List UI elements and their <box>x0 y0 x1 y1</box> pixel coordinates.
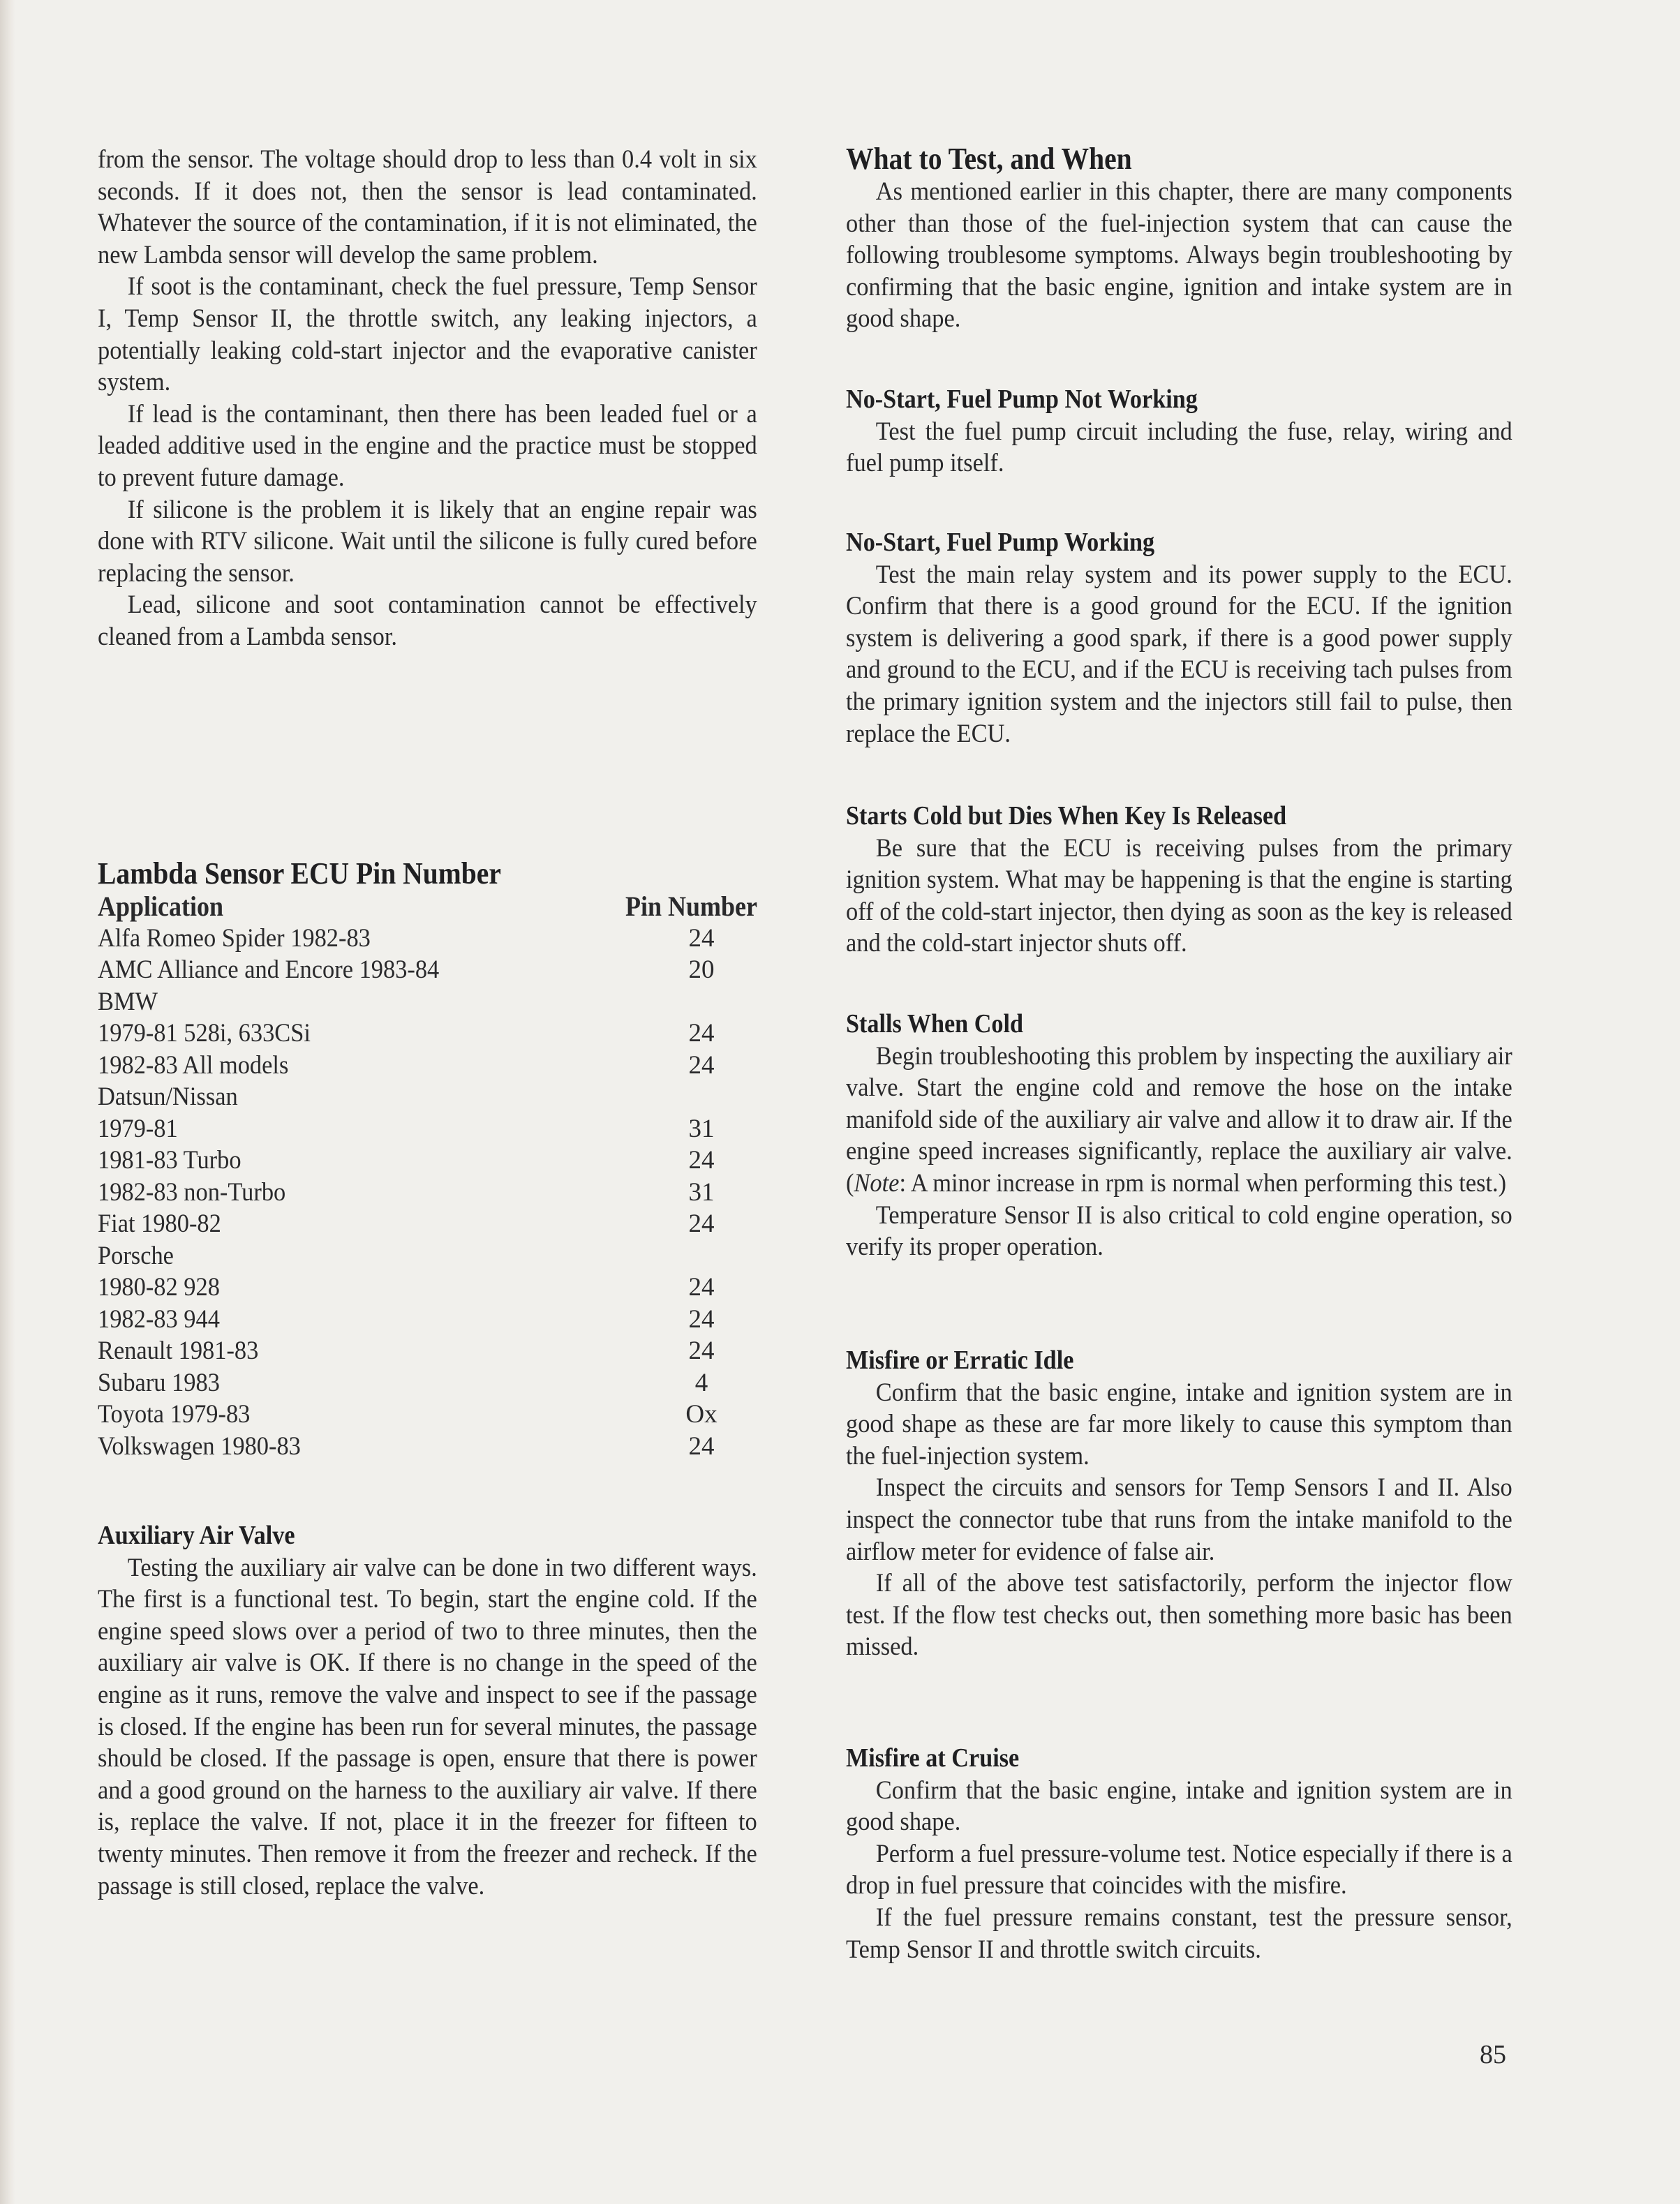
paragraph: Test the fuel pump circuit including the fuse, relay, wiring and fuel pump itself. <box>846 417 1512 478</box>
application-cell: Volkswagen 1980-83 <box>98 1431 301 1461</box>
table-header-row <box>98 891 757 923</box>
application-cell: Alfa Romeo Spider 1982-83 <box>98 923 371 953</box>
pin-number-cell: 20 <box>688 955 715 984</box>
section-heading: Starts Cold but Dies When Key Is Released <box>846 801 1287 831</box>
lambda-contamination-text <box>98 144 757 653</box>
paragraph: Lead, silicone and soot contamination cannot be effectively cleaned from a Lambda sensor. <box>98 590 757 651</box>
section-heading: What to Test, and When <box>846 142 1132 176</box>
note-label: Note <box>854 1168 900 1198</box>
paragraph-text: Begin troubleshooting this problem by inspecting the auxiliary air valve. Start the engine cold and remove the hose on the intake manifold side of the auxiliary air valve and allow it to draw air. If the engine speed increases significantly, replace the auxiliary air valve. ( <box>846 1041 1512 1198</box>
section-heading: Misfire at Cruise <box>846 1743 1020 1773</box>
section-heading: Misfire or Erratic Idle <box>846 1346 1074 1375</box>
paragraph-text: : A minor increase in rpm is normal when performing this test.) <box>899 1168 1507 1198</box>
pin-number-cell: 24 <box>688 923 715 953</box>
pin-number-cell: 24 <box>688 1146 715 1175</box>
table-row <box>98 1367 757 1399</box>
pin-number-table <box>98 857 757 1462</box>
application-cell: Toyota 1979-83 <box>98 1400 251 1429</box>
application-cell: Renault 1981-83 <box>98 1336 259 1365</box>
pin-number-cell: 4 <box>694 1368 708 1397</box>
aux-air-valve-section <box>98 1520 757 1902</box>
table-row <box>98 923 757 955</box>
application-cell: Porsche <box>98 1241 174 1270</box>
column-header-application: Application <box>98 891 224 922</box>
application-cell: 1981-83 Turbo <box>98 1146 241 1175</box>
pin-number-cell: 24 <box>688 1273 715 1302</box>
paragraph: Perform a fuel pressure-volume test. Notice especially if there is a drop in fuel pressure that coincides with the misfire. <box>846 1839 1512 1900</box>
paragraph: Confirm that the basic engine, intake and ignition system are in good shape. <box>846 1775 1512 1837</box>
section-heading: Stalls When Cold <box>846 1009 1024 1038</box>
pin-number-cell: 24 <box>688 1050 715 1080</box>
paragraph: from the sensor. The voltage should drop to less than 0.4 volt in six seconds. If it does not, then the sensor is lead contaminated. Whatever the source of the contamination, if it is not eliminated, the new Lambda sensor will develop the same problem. <box>98 145 757 269</box>
table-row <box>98 986 757 1018</box>
paragraph: Inspect the circuits and sensors for Temp Sensors I and II. Also inspect the connector tube that runs from the intake manifold to the airflow meter for evidence of false air. <box>846 1473 1512 1566</box>
table-row <box>98 1399 757 1431</box>
application-cell: BMW <box>98 987 158 1016</box>
table-row <box>98 1050 757 1082</box>
table-title: Lambda Sensor ECU Pin Number <box>98 856 501 891</box>
pin-number-cell: 31 <box>688 1114 715 1143</box>
table-body <box>98 923 757 1463</box>
paragraph: Temperature Sensor II is also critical to cold engine operation, so verify its proper operation. <box>846 1200 1512 1262</box>
paragraph: If lead is the contaminant, then there has been leaded fuel or a leaded additive used in the engine and the practice must be stopped to prevent future damage. <box>98 399 757 492</box>
table-row <box>98 1177 757 1209</box>
application-cell: 1982-83 944 <box>98 1304 220 1334</box>
table-row <box>98 1208 757 1240</box>
application-cell: 1979-81 <box>98 1114 178 1143</box>
misfire-cruise-section <box>846 1743 1512 1965</box>
misfire-idle-section <box>846 1345 1512 1663</box>
page-spine-shadow <box>0 0 15 2204</box>
table-row <box>98 1240 757 1272</box>
pin-number-cell: 31 <box>688 1177 715 1207</box>
pin-number-cell: 24 <box>688 1431 715 1461</box>
application-cell: 1979-81 528i, 633CSi <box>98 1019 311 1048</box>
table-row <box>98 1304 757 1336</box>
paragraph: If soot is the contaminant, check the fuel pressure, Temp Sensor I, Temp Sensor II, the throttle switch, any leaking injectors, a potentially leaking cold-start injector and the evaporative canister system. <box>98 272 757 397</box>
paragraph: As mentioned earlier in this chapter, there are many components other than those of the fuel-injection system that can cause the following troublesome symptoms. Always begin troubleshooting by confirming that the basic engine, ignition and intake system are in good shape. <box>846 177 1512 334</box>
table-row <box>98 1145 757 1177</box>
paragraph: Test the main relay system and its power supply to the ECU. Confirm that there is a good ground for the ECU. If the ignition system is delivering a good spark, if there is a good power supply and ground to the ECU, and if the ECU is receiving tach pulses from the primary ignition system and the injectors still fail to pulse, then replace the ECU. <box>846 560 1512 748</box>
paragraph <box>846 1041 1512 1200</box>
pin-number-cell: 24 <box>688 1336 715 1365</box>
application-cell: AMC Alliance and Encore 1983-84 <box>98 955 440 984</box>
table-row <box>98 1431 757 1463</box>
pin-number-cell: 24 <box>688 1304 715 1334</box>
application-cell: 1982-83 All models <box>98 1050 289 1080</box>
application-cell: Fiat 1980-82 <box>98 1209 221 1238</box>
paragraph: Be sure that the ECU is receiving pulses from the primary ignition system. What may be happening is that the engine is starting off of the cold-start injector, then dying as soon as the key is released and the cold-start injector shuts off. <box>846 833 1512 958</box>
table-row <box>98 954 757 986</box>
paragraph: If all of the above test satisfactorily, perform the injector flow test. If the flow test checks out, then something more basic has been missed. <box>846 1569 1512 1662</box>
paragraph: If silicone is the problem it is likely that an engine repair was done with RTV silicone. Wait until the silicone is fully cured before replacing the sensor. <box>98 495 757 588</box>
application-cell: 1980-82 928 <box>98 1273 220 1302</box>
table-row <box>98 1081 757 1113</box>
no-start-not-working-section <box>846 384 1512 479</box>
application-cell: 1982-83 non-Turbo <box>98 1177 286 1207</box>
section-heading: Auxiliary Air Valve <box>98 1521 295 1550</box>
column-header-pin-number: Pin Number <box>625 891 757 922</box>
page-number: 85 <box>1480 2040 1506 2069</box>
pin-number-cell: 24 <box>688 1209 715 1238</box>
paragraph: If the fuel pressure remains constant, test the pressure sensor, Temp Sensor II and throttle switch circuits. <box>846 1903 1512 1964</box>
table-row <box>98 1272 757 1304</box>
what-to-test-section <box>846 142 1512 335</box>
stalls-cold-section <box>846 1008 1512 1263</box>
table-row <box>98 1335 757 1367</box>
table-row <box>98 1018 757 1050</box>
paragraph: Testing the auxiliary air valve can be done in two different ways. The first is a functional test. To begin, start the engine cold. If the engine speed slows over a period of two to three minutes, then the auxiliary air valve is OK. If there is no change in the speed of the engine as it runs, remove the valve and inspect to see if the passage is closed. If the engine has been run for several minutes, the passage should be closed. If the passage is open, ensure that there is power and a good ground on the harness to the auxiliary air valve. If there is, replace the valve. If not, place it in the freezer for fifteen to twenty minutes. Then remove it from the freezer and recheck. If the passage is still closed, replace the valve. <box>98 1553 757 1900</box>
application-cell: Subaru 1983 <box>98 1368 220 1397</box>
pin-number-cell: 24 <box>688 1019 715 1048</box>
application-cell: Datsun/Nissan <box>98 1082 238 1111</box>
table-row <box>98 1113 757 1145</box>
section-heading: No-Start, Fuel Pump Working <box>846 528 1155 557</box>
section-heading: No-Start, Fuel Pump Not Working <box>846 385 1198 414</box>
no-start-working-section <box>846 527 1512 750</box>
pin-number-cell: Ox <box>685 1400 718 1429</box>
starts-cold-section <box>846 801 1512 960</box>
paragraph: Confirm that the basic engine, intake and ignition system are in good shape as these are far more likely to cause this symptom than the fuel-injection system. <box>846 1378 1512 1470</box>
